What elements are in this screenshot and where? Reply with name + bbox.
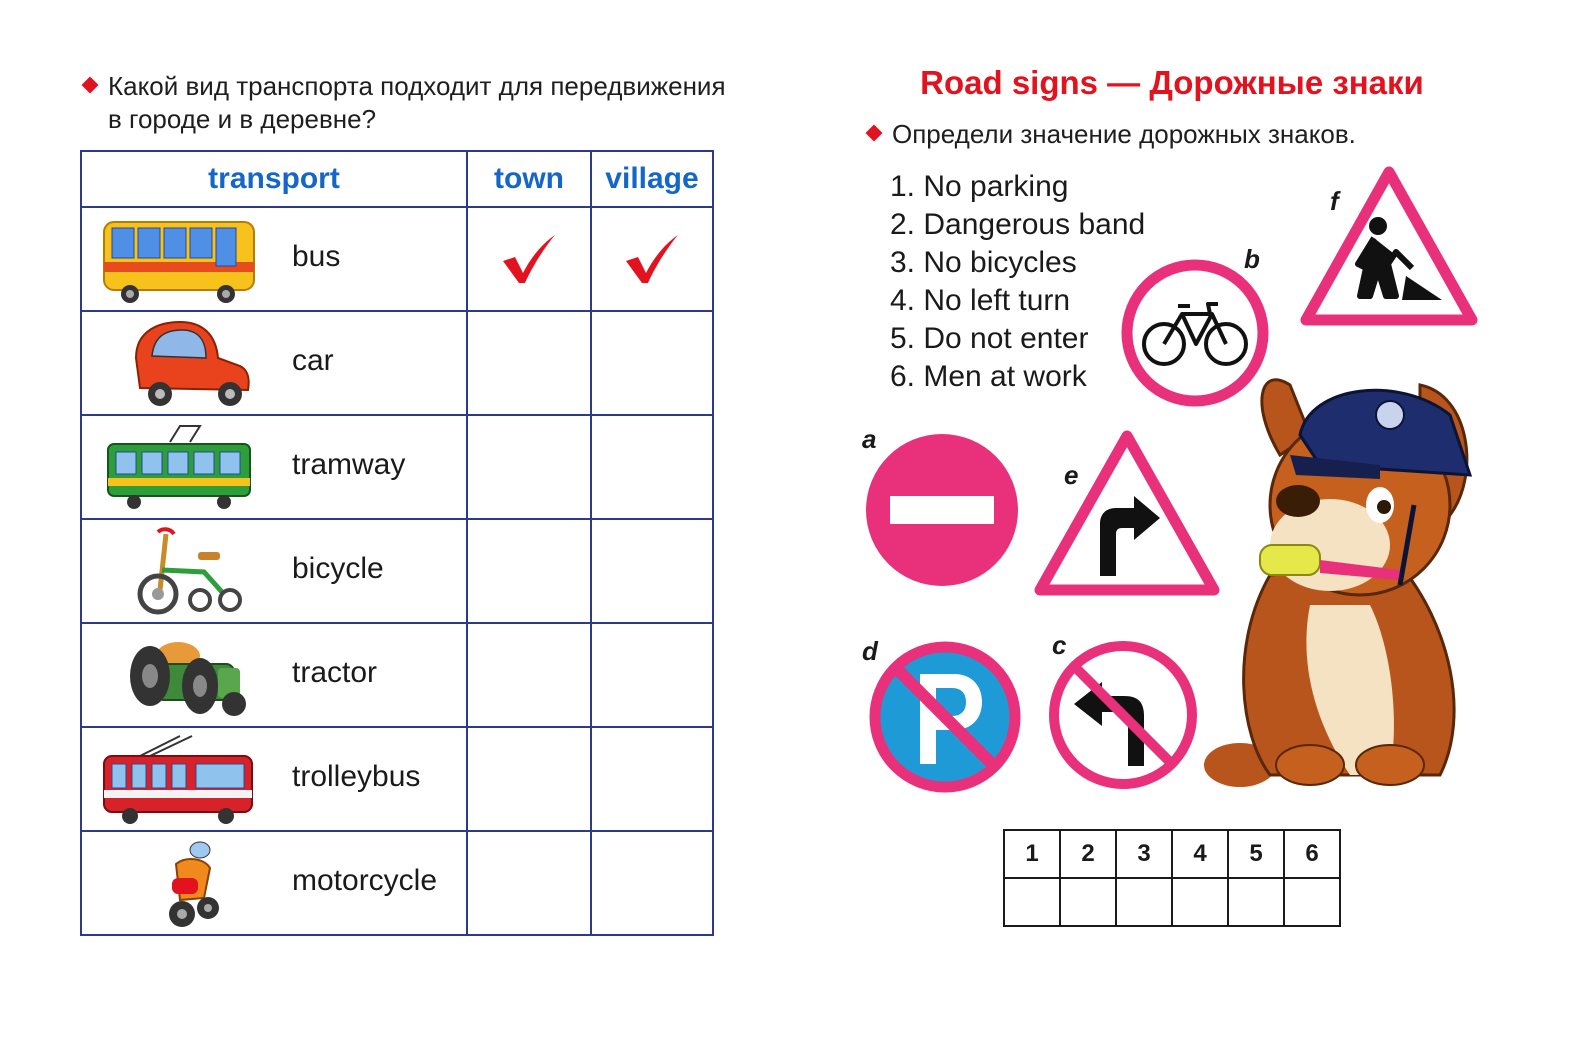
town-cell[interactable] [467, 727, 591, 831]
village-cell[interactable] [591, 311, 713, 415]
sign-letter-e: e [1064, 460, 1079, 490]
transport-cell [81, 415, 467, 519]
left-task-instruction [108, 70, 728, 136]
answer-grid [1003, 829, 1341, 927]
answer-number: 1 [1004, 830, 1060, 878]
men-at-work-sign-icon [1300, 164, 1478, 328]
no-left-turn-sign-icon [1048, 640, 1198, 790]
town-cell[interactable] [467, 831, 591, 935]
sign-meaning-list [890, 168, 1145, 396]
village-cell[interactable] [591, 207, 713, 311]
village-cell[interactable] [591, 831, 713, 935]
table-row [81, 727, 713, 831]
answer-number: 4 [1172, 830, 1228, 878]
left-task-text: Какой вид транспорта подходит для передвижения в городе и в деревне? [108, 71, 726, 134]
transport-name: tractor [292, 656, 378, 689]
sign-letter-d: d [862, 636, 878, 666]
car-icon [100, 318, 268, 410]
header-transport: transport [81, 151, 467, 207]
transport-name: motorcycle [292, 864, 438, 897]
list-item: 2. Dangerous band [890, 208, 1146, 241]
table-row [81, 623, 713, 727]
page-title: Road signs — Дорожные знаки [920, 64, 1424, 101]
check-mark-icon [622, 231, 682, 287]
answer-number: 2 [1060, 830, 1116, 878]
header-town: town [467, 151, 591, 207]
answer-input-cell[interactable] [1004, 878, 1060, 926]
sign-letter-a: a [862, 424, 877, 454]
answer-input-cell[interactable] [1228, 878, 1284, 926]
sign-letter-b: b [1244, 244, 1260, 274]
tricycle-icon [100, 526, 268, 618]
transport-cell [81, 727, 467, 831]
table-row [81, 415, 713, 519]
trolleybus-icon [100, 734, 268, 826]
village-cell[interactable] [591, 519, 713, 623]
list-item: 1. No parking [890, 170, 1069, 203]
village-cell[interactable] [591, 415, 713, 519]
transport-cell [81, 311, 467, 415]
do-not-enter-sign-icon [864, 432, 1020, 588]
village-cell[interactable] [591, 623, 713, 727]
answer-input-cell[interactable] [1116, 878, 1172, 926]
list-item: 5. Do not enter [890, 322, 1089, 355]
answer-input-cell[interactable] [1284, 878, 1340, 926]
list-item: 4. No left turn [890, 284, 1071, 317]
table-row [81, 519, 713, 623]
no-parking-sign-icon [868, 640, 1022, 794]
table-row [81, 207, 713, 311]
table-row [81, 311, 713, 415]
town-cell[interactable] [467, 623, 591, 727]
police-dog-mascot [1200, 355, 1486, 795]
tractor-icon [100, 630, 268, 722]
transport-table [80, 150, 714, 936]
answer-number: 3 [1116, 830, 1172, 878]
table-row [81, 831, 713, 935]
answer-number-row [1004, 830, 1340, 878]
motorcycle-icon [100, 838, 268, 930]
transport-cell [81, 831, 467, 935]
transport-name: car [292, 344, 334, 377]
answer-input-cell[interactable] [1172, 878, 1228, 926]
transport-cell [81, 623, 467, 727]
town-cell[interactable] [467, 207, 591, 311]
bullet-diamond-icon [82, 77, 99, 94]
answer-input-cell[interactable] [1060, 878, 1116, 926]
table-header-row [81, 151, 713, 207]
answer-input-row [1004, 878, 1340, 926]
transport-name: bicycle [292, 552, 384, 585]
tram-icon [100, 422, 268, 514]
transport-name: bus [292, 240, 341, 273]
transport-cell [81, 207, 467, 311]
village-cell[interactable] [591, 727, 713, 831]
sign-letter-c: c [1052, 630, 1067, 660]
right-task-instruction [892, 118, 1492, 151]
bus-icon [100, 214, 268, 306]
bullet-diamond-icon [866, 125, 883, 142]
list-item: 3. No bicycles [890, 246, 1077, 279]
answer-number: 5 [1228, 830, 1284, 878]
transport-cell [81, 519, 467, 623]
town-cell[interactable] [467, 311, 591, 415]
check-mark-icon [499, 231, 559, 287]
right-task-text: Определи значение дорожных знаков. [892, 119, 1356, 149]
list-item: 6. Men at work [890, 360, 1087, 393]
town-cell[interactable] [467, 415, 591, 519]
transport-name: tramway [292, 448, 406, 481]
town-cell[interactable] [467, 519, 591, 623]
answer-number: 6 [1284, 830, 1340, 878]
sign-letter-f: f [1330, 186, 1339, 216]
dangerous-bend-sign-icon [1034, 428, 1220, 598]
transport-name: trolleybus [292, 760, 421, 793]
header-village: village [591, 151, 713, 207]
